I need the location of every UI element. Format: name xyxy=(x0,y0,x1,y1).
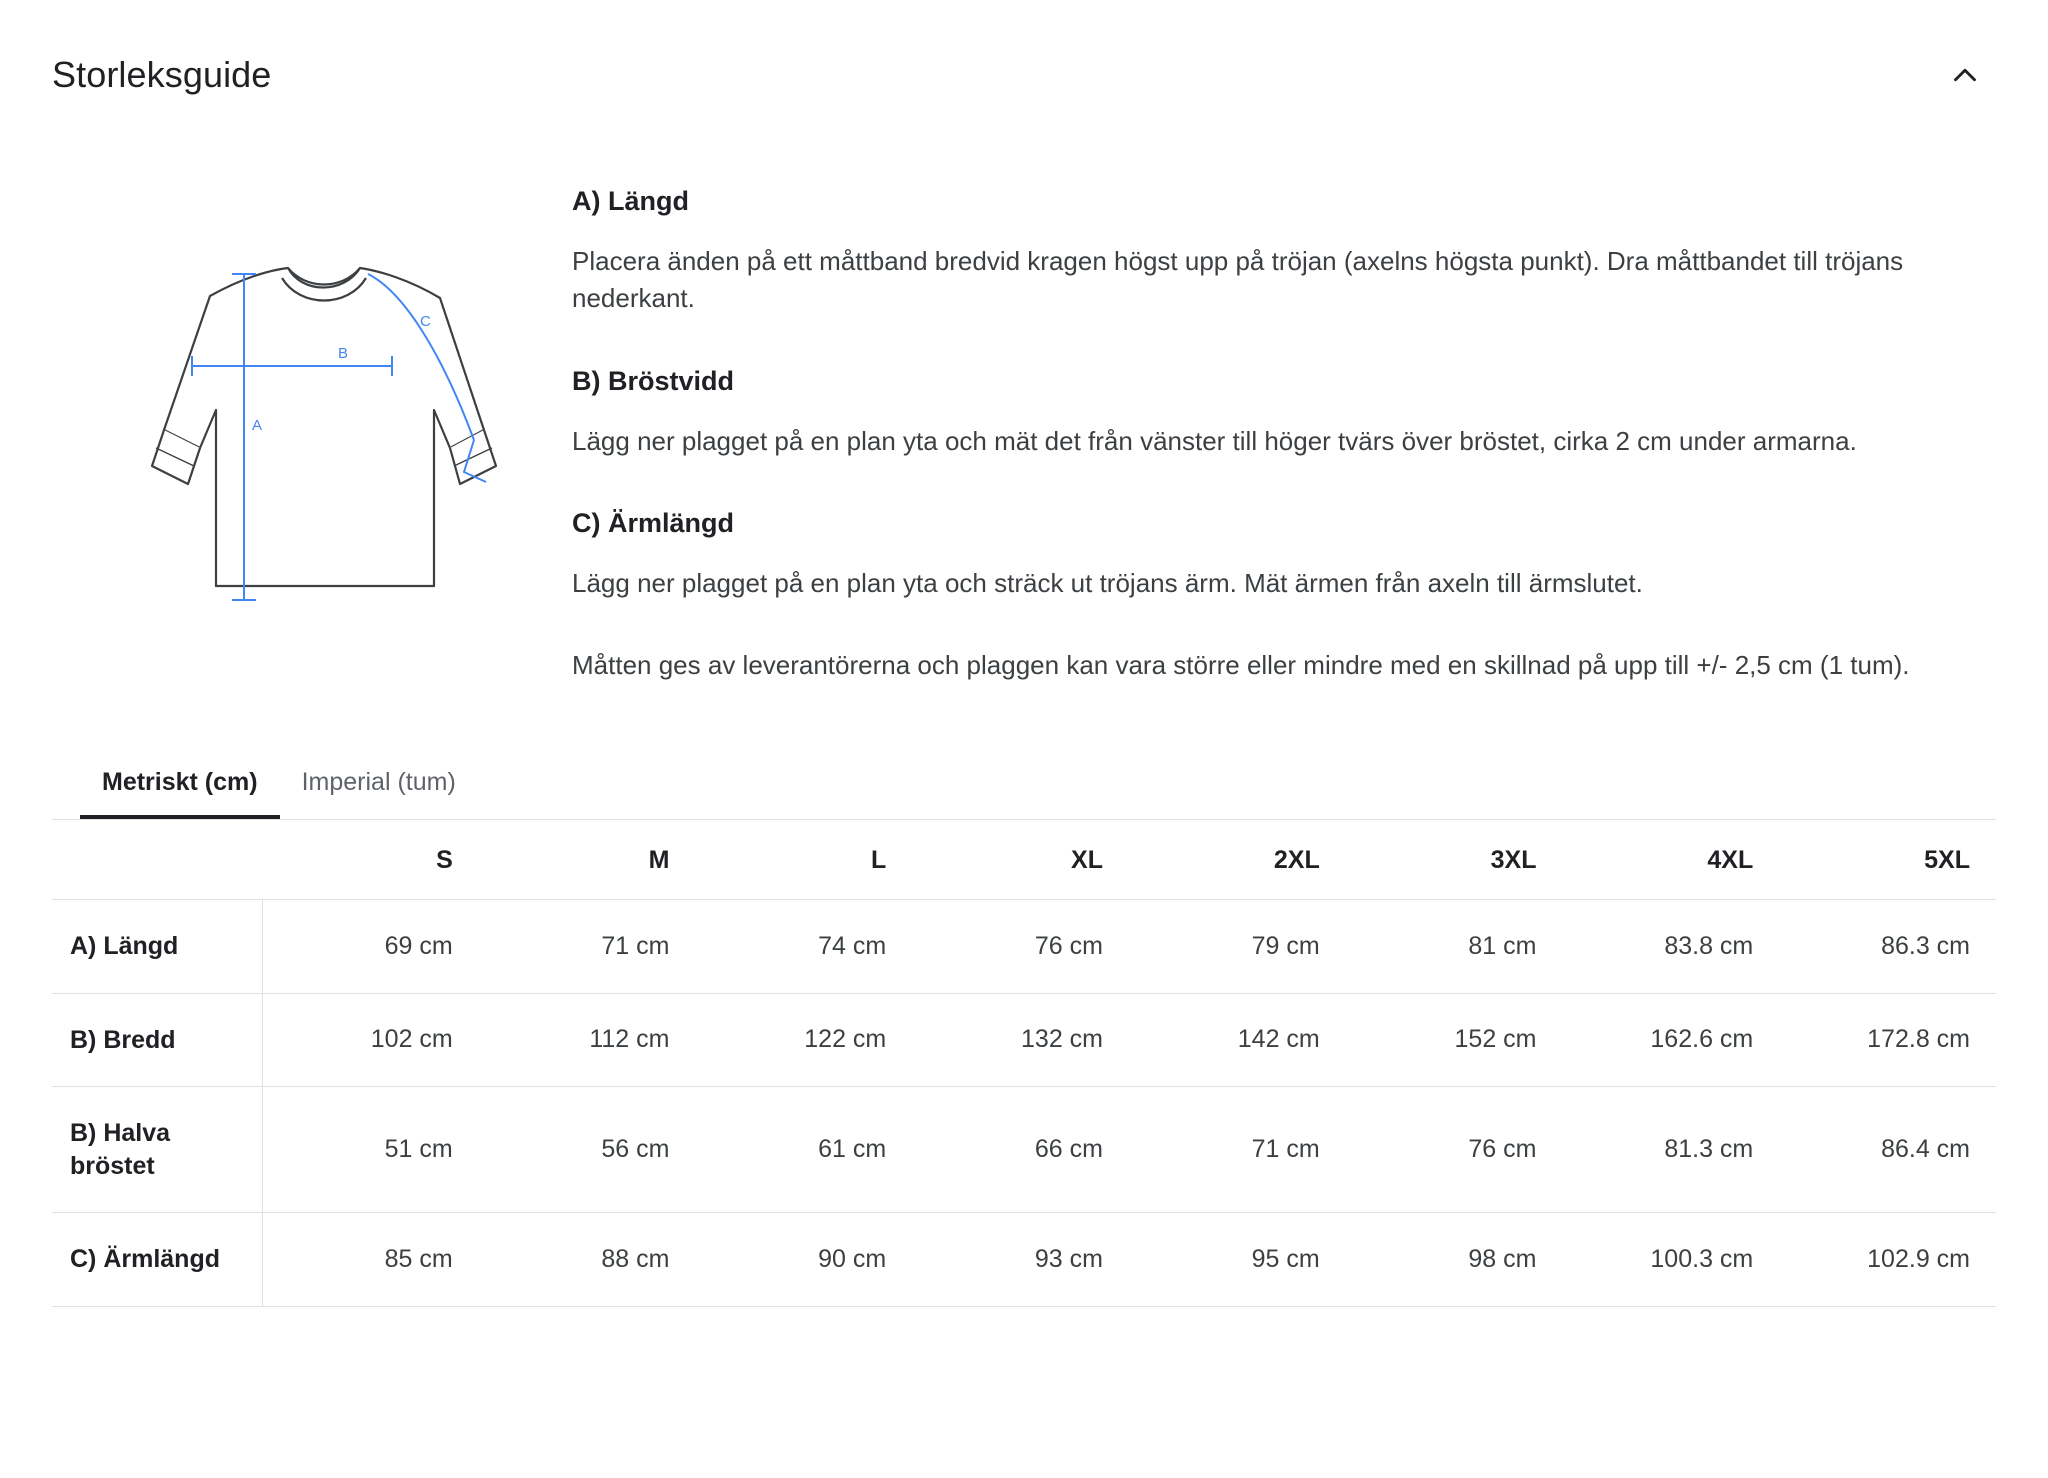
cell-width-2xl: 142 cm xyxy=(1129,993,1346,1087)
instruction-disclaimer: Måtten ges av leverantörerna och plaggen kan vara större eller mindre med en skillnad på upp till +/- 2,5 cm (1 tum). xyxy=(572,649,1910,680)
cell-width-xl: 132 cm xyxy=(912,993,1129,1087)
row-label-half-chest: B) Halva bröstet xyxy=(52,1087,262,1213)
measurement-instructions xyxy=(572,124,2008,692)
cell-length-l: 74 cm xyxy=(696,900,913,994)
svg-text:B: B xyxy=(338,345,349,362)
collapse-section-button[interactable] xyxy=(1938,48,1992,102)
instruction-text-c: Lägg ner plagget på en plan yta och sträck ut tröjans ärm. Mät ärmen från axeln till ärmslutet. xyxy=(572,568,1643,599)
column-header-2xl: 2XL xyxy=(1129,820,1346,900)
table-header-row xyxy=(52,820,1996,900)
instruction-heading-a: A) Längd xyxy=(572,186,689,216)
cell-half-chest-m: 56 cm xyxy=(479,1087,696,1213)
table-row xyxy=(52,1213,1996,1307)
cell-sleeve-5xl: 102.9 cm xyxy=(1779,1213,1996,1307)
column-header-4xl: 4XL xyxy=(1563,820,1780,900)
cell-length-3xl: 81 cm xyxy=(1346,900,1563,994)
cell-sleeve-s: 85 cm xyxy=(262,1213,479,1307)
cell-width-l: 122 cm xyxy=(696,993,913,1087)
svg-text:C: C xyxy=(420,313,431,330)
cell-sleeve-m: 88 cm xyxy=(479,1213,696,1307)
shirt-diagram xyxy=(52,124,572,634)
cell-half-chest-4xl: 81.3 cm xyxy=(1563,1087,1780,1213)
row-label-length: A) Längd xyxy=(52,900,262,994)
table-row xyxy=(52,993,1996,1087)
page-title: Storleksguide xyxy=(52,54,272,95)
cell-half-chest-s: 51 cm xyxy=(262,1087,479,1213)
unit-tabs xyxy=(80,756,2008,819)
tab-imperial[interactable]: Imperial (tum) xyxy=(280,756,478,819)
tab-metric[interactable]: Metriskt (cm) xyxy=(80,756,280,819)
cell-half-chest-2xl: 71 cm xyxy=(1129,1087,1346,1213)
cell-sleeve-3xl: 98 cm xyxy=(1346,1213,1563,1307)
cell-width-4xl: 162.6 cm xyxy=(1563,993,1780,1087)
cell-length-2xl: 79 cm xyxy=(1129,900,1346,994)
cell-sleeve-2xl: 95 cm xyxy=(1129,1213,1346,1307)
cell-length-s: 69 cm xyxy=(262,900,479,994)
size-guide-header xyxy=(40,0,2008,124)
size-table-wrapper xyxy=(40,819,2008,1307)
row-label-width: B) Bredd xyxy=(52,993,262,1087)
cell-half-chest-3xl: 76 cm xyxy=(1346,1087,1563,1213)
cell-width-3xl: 152 cm xyxy=(1346,993,1563,1087)
column-header-m: M xyxy=(479,820,696,900)
size-table xyxy=(52,819,1996,1307)
instruction-heading-b: B) Bröstvidd xyxy=(572,365,734,396)
table-row xyxy=(52,900,1996,994)
svg-text:A: A xyxy=(252,417,263,434)
table-row xyxy=(52,1087,1996,1213)
column-header-l: L xyxy=(696,820,913,900)
cell-half-chest-l: 61 cm xyxy=(696,1087,913,1213)
cell-width-s: 102 cm xyxy=(262,993,479,1087)
cell-length-5xl: 86.3 cm xyxy=(1779,900,1996,994)
row-label-sleeve: C) Ärmlängd xyxy=(52,1213,262,1307)
column-header-s: S xyxy=(262,820,479,900)
cell-width-5xl: 172.8 cm xyxy=(1779,993,1996,1087)
instruction-text-a: Placera änden på ett måttband bredvid kragen högst upp på tröjan (axelns högsta punkt). Dra måttbandet till tröjans nederkant. xyxy=(572,246,1904,314)
chevron-up-icon xyxy=(1946,56,1984,94)
instruction-heading-c: C) Ärmlängd xyxy=(572,508,734,539)
table-corner-cell xyxy=(52,820,262,900)
cell-length-xl: 76 cm xyxy=(912,900,1129,994)
size-guide-body xyxy=(40,124,2008,692)
cell-half-chest-xl: 66 cm xyxy=(912,1087,1129,1213)
cell-sleeve-l: 90 cm xyxy=(696,1213,913,1307)
cell-length-4xl: 83.8 cm xyxy=(1563,900,1780,994)
cell-width-m: 112 cm xyxy=(479,993,696,1087)
cell-sleeve-4xl: 100.3 cm xyxy=(1563,1213,1780,1307)
column-header-3xl: 3XL xyxy=(1346,820,1563,900)
column-header-5xl: 5XL xyxy=(1779,820,1996,900)
column-header-xl: XL xyxy=(912,820,1129,900)
cell-half-chest-5xl: 86.4 cm xyxy=(1779,1087,1996,1213)
cell-length-m: 71 cm xyxy=(479,900,696,994)
cell-sleeve-xl: 93 cm xyxy=(912,1213,1129,1307)
instruction-text-b: Lägg ner plagget på en plan yta och mät det från vänster till höger tvärs över bröstet, cirka 2 cm under armarna. xyxy=(572,425,1857,456)
